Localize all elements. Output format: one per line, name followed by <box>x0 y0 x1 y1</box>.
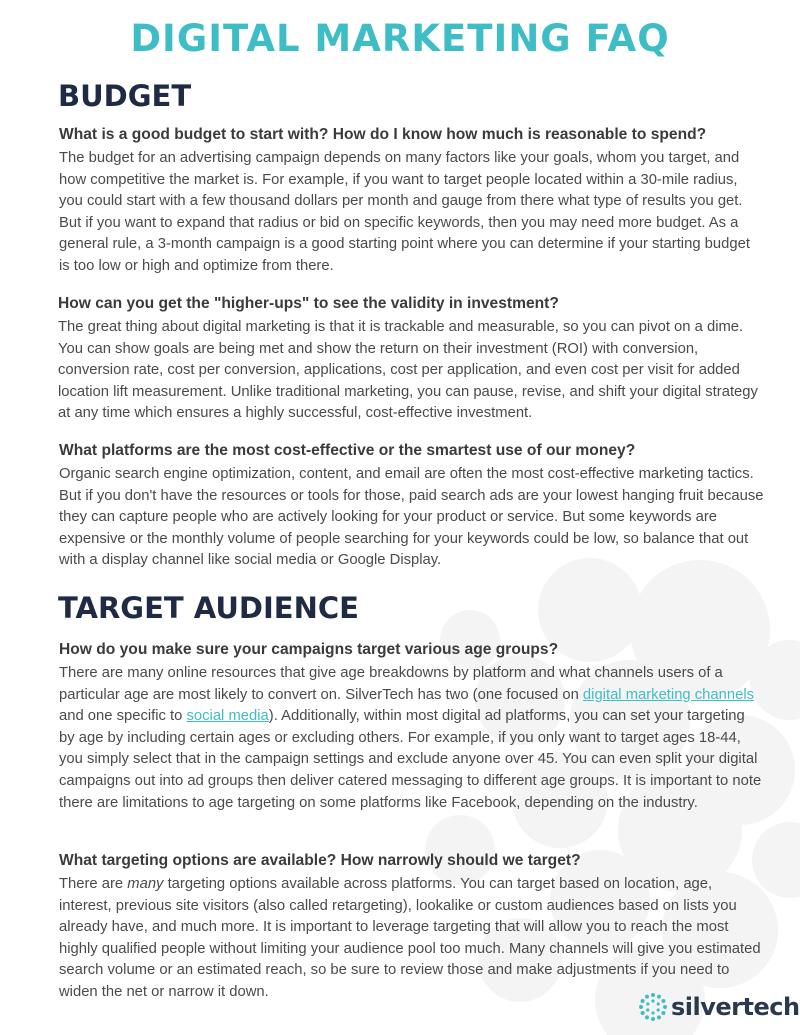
social-media-link[interactable]: social media <box>186 708 269 725</box>
answer-text: targeting options available across platforms. You can target based on location, age, interest, previous site visitors (also called retargeting), lookalike or custom audiences based on lists you already have, and much more. It is important to leverage targeting that will allow you to reach the most highly qualified people without limiting your audience pool too much. Many channels will give you estimated search volume or an estimated reach, so be sure to review those and make adjustments if you need to widen the net or narrow it down. <box>59 876 761 1000</box>
answer-emphasis: many <box>127 876 164 892</box>
faq-item <box>59 440 764 572</box>
faq-question: What targeting options are available? How narrowly should we target? <box>59 852 581 869</box>
answer-text: There are many online resources that give age breakdowns by platform and what channels users of a particular age are most likely to convert on. SilverTech has two (one focused on <box>59 665 723 703</box>
faq-question: How can you get the "higher-ups" to see the validity in investment? <box>58 295 559 312</box>
faq-answer: Organic search engine optimization, content, and email are often the most cost-effective marketing tactics. But if you don't have the resources or tools for those, paid search ads are your lowest hanging fruit because they can capture people who are actively looking for your product or service. But some keywords are expensive or the monthly volume of people searching for your keywords could be low, so balance that out with a display channel like social media or Google Display. <box>59 466 764 569</box>
faq-item <box>59 124 764 278</box>
answer-text: There are <box>59 876 128 892</box>
faq-item <box>59 850 764 1004</box>
faq-item <box>58 293 763 425</box>
faq-question: What platforms are the most cost-effective or the smartest use of our money? <box>59 442 636 459</box>
section-heading-target-audience: TARGET AUDIENCE <box>58 591 359 625</box>
faq-answer <box>59 663 764 814</box>
section-heading-budget: BUDGET <box>58 79 192 113</box>
faq-answer: The great thing about digital marketing is that it is trackable and measurable, so you can pivot on a dime. You can show goals are being met and show the return on their investment (ROI) with conversion, conversion rate, cost per conversion, applications, cost per application, and even cost per visit for added location lift measurement. Unlike traditional marketing, you can pause, revise, and shift your digital strategy at any time which ensures a highly successful, cost-effective investment. <box>58 319 758 422</box>
silvertech-logo <box>638 992 800 1022</box>
answer-text: and one specific to <box>59 708 187 725</box>
page-title: DIGITAL MARKETING FAQ <box>130 17 670 60</box>
faq-answer <box>59 874 764 1004</box>
faq-item <box>59 639 764 814</box>
faq-question: What is a good budget to start with? How do I know how much is reasonable to spend? <box>59 126 707 143</box>
faq-answer: The budget for an advertising campaign depends on many factors like your goals, whom you target, and how competitive the market is. For example, if you want to target people located within a 30-mile radius, you could start with a few thousand dollars per month and gauge from there what type of results you get. But if you want to expand that radius or bid on specific keywords, then you may need more budget. As a general rule, a 3-month campaign is a good starting point where you can determine if your starting budget is too low or high and optimize from there. <box>59 150 750 274</box>
silvertech-logo-mark-icon <box>638 992 668 1022</box>
faq-question: How do you make sure your campaigns target various age groups? <box>59 641 559 658</box>
digital-marketing-channels-link[interactable]: digital marketing channels <box>582 686 755 703</box>
logo-text: silvertech <box>671 993 800 1021</box>
answer-text: ). Additionally, within most digital ad platforms, you can set your targeting by age by including certain ages or excluding others. For example, if you only want to target ages 18-44, you simply select that in the campaign settings and exclude anyone over 45. You can even split your digital campaigns out into ad groups then deliver catered messaging to different age groups. It is important to note there are limitations to age targeting on some platforms like Facebook, depending on the industry. <box>59 708 762 811</box>
